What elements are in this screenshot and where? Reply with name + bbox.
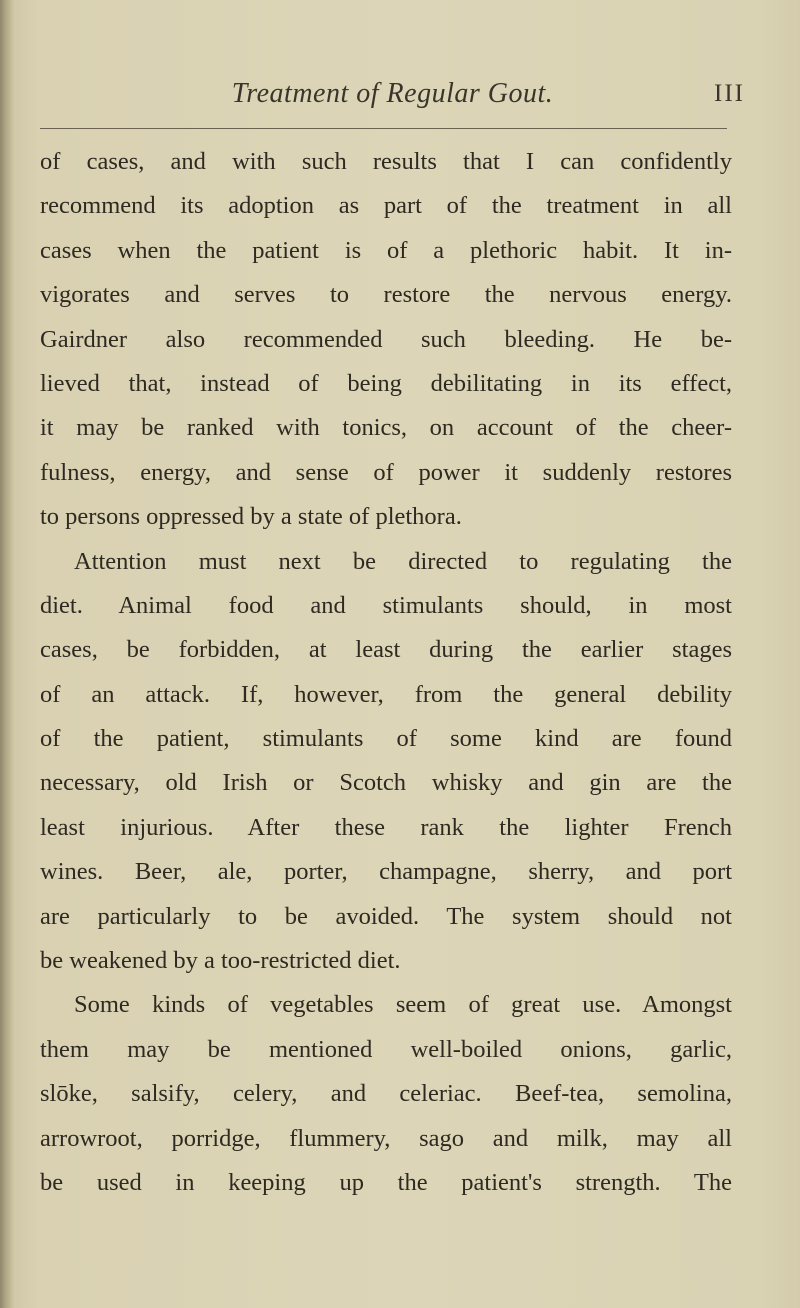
text-line: are particularly to be avoided. The system should not [40,902,732,930]
binding-shadow [0,0,14,1308]
text-line: be used in keeping up the patient's strength. The [40,1168,732,1196]
page-header [40,78,745,118]
running-title: Treatment of Regular Gout. [231,78,554,109]
text-line: to persons oppressed by a state of plethora. [40,503,462,531]
text-line: of the patient, stimulants of some kind are found [40,725,732,753]
text-line: necessary, old Irish or Scotch whisky and gin are the [40,769,732,797]
text-line: vigorates and serves to restore the nervous energy. [40,281,732,309]
paragraph-start-line: Attention must next be directed to regulating the [74,547,732,575]
text-line: arrowroot, porridge, flummery, sago and milk, may all [40,1124,732,1152]
header-rule [40,128,727,129]
text-line: of cases, and with such results that I can confidently [40,148,732,175]
text-line: cases when the patient is of a plethoric habit. It in- [40,236,732,264]
text-line: be weakened by a too-restricted diet. [40,947,401,975]
text-line: least injurious. After these rank the lighter French [40,813,732,841]
text-line: them may be mentioned well-boiled onions, garlic, [40,1035,732,1063]
text-line: diet. Animal food and stimulants should, in most [40,591,732,619]
text-line: lieved that, instead of being debilitating in its effect, [40,369,732,397]
text-line: cases, be forbidden, at least during the earlier stages [40,636,732,664]
text-line: of an attack. If, however, from the general debility [40,680,732,708]
body-text [40,140,732,1205]
page-number: III [714,80,745,107]
text-line: slōke, salsify, celery, and celeriac. Beef-tea, semolina, [40,1080,732,1108]
text-line: recommend its adoption as part of the treatment in all [40,192,732,220]
paragraph-start-line: Some kinds of vegetables seem of great use. Amongst [74,991,732,1019]
text-line: Gairdner also recommended such bleeding. He be- [40,325,732,353]
text-line: wines. Beer, ale, porter, champagne, sherry, and port [40,858,732,886]
text-line: it may be ranked with tonics, on account of the cheer- [40,414,732,442]
text-line: fulness, energy, and sense of power it suddenly restores [40,458,732,486]
